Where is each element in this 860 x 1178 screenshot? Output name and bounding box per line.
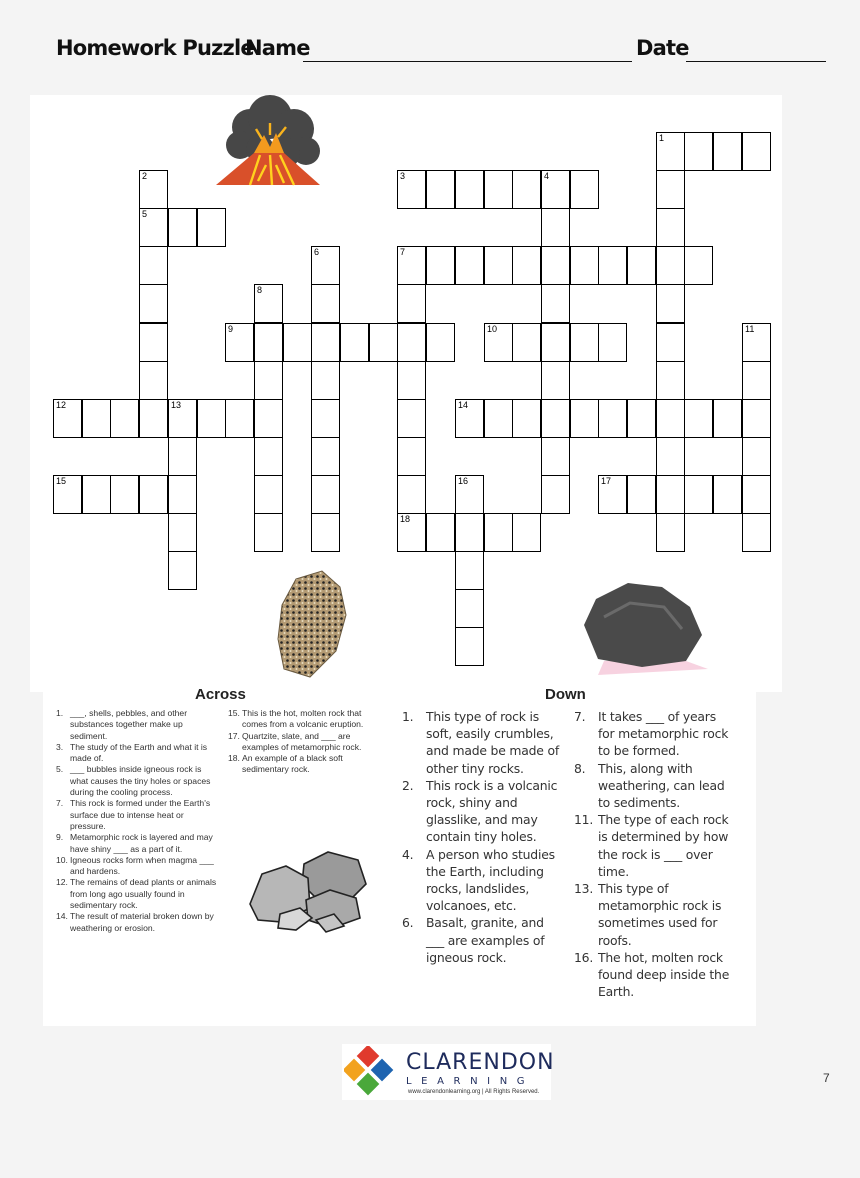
crossword-cell[interactable] <box>168 513 197 552</box>
crossword-cell[interactable] <box>254 513 283 552</box>
crossword-cell[interactable] <box>397 323 426 362</box>
crossword-cell[interactable] <box>484 170 513 209</box>
clue-item <box>574 880 736 949</box>
clue-item <box>402 708 560 777</box>
clue-number: 1 <box>659 133 665 143</box>
crossword-cell[interactable] <box>455 513 484 552</box>
clue-item-text: A person who studies the Earth, including rocks, landslides, volcanoes, etc. <box>426 846 555 914</box>
crossword-cell[interactable] <box>225 399 254 438</box>
clue-item <box>56 855 218 878</box>
crossword-cell[interactable] <box>656 170 685 209</box>
clue-item-number: 13. <box>574 881 594 897</box>
crossword-cell[interactable] <box>397 513 426 552</box>
clue-item-number: 1. <box>402 709 414 724</box>
worksheet-header <box>56 36 836 66</box>
crossword-cell[interactable] <box>397 475 426 514</box>
clue-item-number: 14. <box>56 911 68 922</box>
crossword-cell[interactable] <box>397 170 426 209</box>
crossword-cell[interactable] <box>311 513 340 552</box>
crossword-cell[interactable] <box>713 132 742 171</box>
clue-number: 17 <box>601 476 612 486</box>
crossword-cell[interactable] <box>397 437 426 476</box>
crossword-cell[interactable] <box>311 284 340 323</box>
crossword-cell[interactable] <box>656 284 685 323</box>
clue-number: 12 <box>56 400 67 410</box>
clue-item-text: Metamorphic rock is layered and may have shiny ___ as a part of it. <box>70 832 213 854</box>
granite-rock-image <box>274 569 360 681</box>
crossword-cell[interactable] <box>541 208 570 247</box>
clue-number: 10 <box>487 324 498 334</box>
crossword-cell[interactable] <box>512 246 541 285</box>
across-clues-column-1 <box>56 708 218 934</box>
clue-number: 9 <box>228 324 234 334</box>
clue-item-number: 15. <box>228 708 240 718</box>
crossword-cell[interactable] <box>541 361 570 400</box>
crossword-cell[interactable] <box>627 246 656 285</box>
clue-item-text: This rock is formed under the Earth's surface due to intense heat or pressure. <box>70 798 211 831</box>
crossword-cell[interactable] <box>254 437 283 476</box>
clue-item <box>402 914 560 966</box>
crossword-cell[interactable] <box>656 361 685 400</box>
crossword-cell[interactable] <box>283 323 312 362</box>
crossword-cell[interactable] <box>541 399 570 438</box>
crossword-cell[interactable] <box>311 437 340 476</box>
clue-item-number: 3. <box>56 741 64 752</box>
clue-number: 6 <box>314 247 320 257</box>
crossword-cell[interactable] <box>168 551 197 590</box>
crossword-cell[interactable] <box>455 589 484 628</box>
clue-item <box>228 708 386 731</box>
crossword-cell[interactable] <box>110 399 139 438</box>
crossword-cell[interactable] <box>455 399 484 438</box>
crossword-cell[interactable] <box>397 361 426 400</box>
crossword-cell[interactable] <box>541 323 570 362</box>
clue-item-number: 17. <box>228 730 240 741</box>
clue-number: 16 <box>458 476 469 486</box>
crossword-cell[interactable] <box>426 513 455 552</box>
clue-number: 15 <box>56 476 67 486</box>
crossword-cell[interactable] <box>311 475 340 514</box>
clue-item-text: The remains of dead plants or animals from long ago usually found in sedimentary rock. <box>70 877 217 911</box>
crossword-cell[interactable] <box>254 361 283 400</box>
page-number: 7 <box>823 1071 830 1085</box>
clue-item-text: This is the hot, molten rock that comes from a volcanic eruption. <box>242 708 364 730</box>
date-line[interactable] <box>686 61 826 62</box>
clue-item-text: This type of rock is soft, easily crumbles, and made be made of other tiny rocks. <box>426 709 559 776</box>
crossword-cell[interactable] <box>684 475 713 514</box>
clue-item-text: An example of a black soft sedimentary rock. <box>242 753 343 775</box>
logo-brand-name: CLARENDON <box>406 1050 555 1075</box>
clue-item <box>56 877 218 911</box>
volcano-icon <box>210 95 330 191</box>
crossword-cell[interactable] <box>512 399 541 438</box>
crossword-cell[interactable] <box>598 399 627 438</box>
crossword-cell[interactable] <box>742 323 771 362</box>
crossword-cell[interactable] <box>311 246 340 285</box>
clue-item-number: 8. <box>574 760 586 776</box>
crossword-cell[interactable] <box>455 627 484 666</box>
crossword-cell[interactable] <box>139 170 168 209</box>
crossword-cell[interactable] <box>484 323 513 362</box>
crossword-cell[interactable] <box>656 399 685 438</box>
crossword-cell[interactable] <box>627 475 656 514</box>
crossword-cell[interactable] <box>512 170 541 209</box>
crossword-cell[interactable] <box>541 284 570 323</box>
crossword-cell[interactable] <box>168 399 197 438</box>
clue-item-text: The result of material broken down by weathering or erosion. <box>70 911 214 933</box>
crossword-panel <box>30 95 782 692</box>
clue-item-number: 6. <box>402 915 414 931</box>
crossword-cell[interactable] <box>369 323 398 362</box>
crossword-cell[interactable] <box>426 246 455 285</box>
crossword-cell[interactable] <box>541 246 570 285</box>
crossword-cell[interactable] <box>455 551 484 590</box>
clue-number: 13 <box>171 400 182 410</box>
crossword-cell[interactable] <box>570 170 599 209</box>
crossword-cell[interactable] <box>139 399 168 438</box>
crossword-cell[interactable] <box>598 475 627 514</box>
date-label: Date <box>636 36 689 60</box>
crossword-cell[interactable] <box>684 399 713 438</box>
clarendon-puzzle-logo <box>344 1046 398 1098</box>
crossword-cell[interactable] <box>254 323 283 362</box>
down-clues-column-1 <box>402 708 560 966</box>
clue-item <box>402 777 560 846</box>
crossword-cell[interactable] <box>541 437 570 476</box>
clue-item-text: This, along with weathering, can lead to sediments. <box>598 760 725 811</box>
crossword-cell[interactable] <box>455 246 484 285</box>
clue-item <box>56 911 218 934</box>
clue-item-number: 12. <box>56 877 68 888</box>
down-heading: Down <box>545 686 586 703</box>
name-line[interactable] <box>303 61 632 62</box>
crossword-cell[interactable] <box>570 323 599 362</box>
clue-number: 7 <box>400 247 406 257</box>
crossword-cell[interactable] <box>684 246 713 285</box>
crossword-cell[interactable] <box>168 208 197 247</box>
crossword-cell[interactable] <box>484 246 513 285</box>
clue-item-number: 7. <box>574 709 586 724</box>
crossword-cell[interactable] <box>397 246 426 285</box>
clue-item-text: The study of the Earth and what it is made of. <box>70 741 208 764</box>
crossword-cell[interactable] <box>397 284 426 323</box>
clue-item-text: It takes ___ of years for metamorphic rock to be formed. <box>598 709 729 759</box>
worksheet-title: Homework Puzzle <box>56 36 254 60</box>
clue-item-number: 16. <box>574 949 594 965</box>
clue-item <box>56 764 218 798</box>
crossword-cell[interactable] <box>397 399 426 438</box>
crossword-cell[interactable] <box>742 437 771 476</box>
crossword-cell[interactable] <box>340 323 369 362</box>
clue-item-text: The type of each rock is determined by how the rock is ___ over time. <box>598 812 729 879</box>
crossword-cell[interactable] <box>311 399 340 438</box>
crossword-cell[interactable] <box>656 475 685 514</box>
crossword-cell[interactable] <box>254 399 283 438</box>
crossword-cell[interactable] <box>512 323 541 362</box>
crossword-cell[interactable] <box>484 513 513 552</box>
clue-number: 2 <box>142 171 148 181</box>
across-clues-column-2 <box>228 708 386 776</box>
clue-item <box>56 832 218 855</box>
crossword-cell[interactable] <box>598 323 627 362</box>
crossword-cell[interactable] <box>197 208 226 247</box>
logo-brand-subtitle: LEARNING <box>406 1076 535 1087</box>
rocks-pile-icon <box>246 848 370 934</box>
crossword-cell[interactable] <box>254 475 283 514</box>
crossword-cell[interactable] <box>742 361 771 400</box>
crossword-cell[interactable] <box>139 475 168 514</box>
clue-item <box>228 753 386 776</box>
clue-item-number: 18. <box>228 753 240 764</box>
clue-item-text: This type of metamorphic rock is sometimes used for roofs. <box>598 881 722 948</box>
crossword-cell[interactable] <box>455 475 484 514</box>
clue-item-number: 4. <box>402 846 414 862</box>
crossword-cell[interactable] <box>455 170 484 209</box>
crossword-cell[interactable] <box>139 246 168 285</box>
crossword-cell[interactable] <box>684 132 713 171</box>
crossword-cell[interactable] <box>656 513 685 552</box>
crossword-cell[interactable] <box>139 284 168 323</box>
crossword-cell[interactable] <box>311 323 340 362</box>
basalt-rock-image <box>574 577 710 681</box>
clue-number: 14 <box>458 400 469 410</box>
crossword-cell[interactable] <box>168 437 197 476</box>
clue-item-text: ___, shells, pebbles, and other substances together make up sediment. <box>70 708 188 741</box>
clue-item-text: Igneous rocks form when magma ___ and hardens. <box>70 854 214 877</box>
clue-item-number: 9. <box>56 832 64 843</box>
clarendon-logo[interactable] <box>342 1044 555 1100</box>
across-heading: Across <box>195 686 246 703</box>
name-label: Name <box>245 36 310 60</box>
clue-item <box>574 949 736 1001</box>
crossword-cell[interactable] <box>627 399 656 438</box>
clue-item-text: The hot, molten rock found deep inside the Earth. <box>598 949 730 1000</box>
clue-item-number: 7. <box>56 798 64 809</box>
clue-item-text: Quartzite, slate, and ___ are examples of metamorphic rock. <box>242 730 362 752</box>
crossword-cell[interactable] <box>656 323 685 362</box>
crossword-cell[interactable] <box>139 208 168 247</box>
crossword-cell[interactable] <box>570 399 599 438</box>
logo-url: www.clarendonlearning.org | All Rights Reserved. <box>408 1089 540 1095</box>
clue-item-number: 1. <box>56 708 64 718</box>
crossword-cell[interactable] <box>426 323 455 362</box>
crossword-cell[interactable] <box>53 399 82 438</box>
clue-item-number: 10. <box>56 854 68 865</box>
crossword-cell[interactable] <box>311 361 340 400</box>
crossword-cell[interactable] <box>541 475 570 514</box>
crossword-cell[interactable] <box>512 513 541 552</box>
clue-item-number: 5. <box>56 764 64 775</box>
clue-item <box>56 798 218 832</box>
crossword-cell[interactable] <box>541 170 570 209</box>
crossword-cell[interactable] <box>742 399 771 438</box>
clue-item <box>402 846 560 915</box>
crossword-cell[interactable] <box>254 284 283 323</box>
crossword-cell[interactable] <box>82 475 111 514</box>
crossword-cell[interactable] <box>713 475 742 514</box>
clue-item <box>228 731 386 754</box>
clue-item-text: Basalt, granite, and ___ are examples of igneous rock. <box>426 915 545 965</box>
clue-item <box>574 760 736 812</box>
clue-number: 3 <box>400 171 406 181</box>
crossword-cell[interactable] <box>713 399 742 438</box>
crossword-cell[interactable] <box>742 513 771 552</box>
clue-item-number: 2. <box>402 777 414 793</box>
crossword-cell[interactable] <box>656 437 685 476</box>
crossword-cell[interactable] <box>484 399 513 438</box>
clue-item <box>574 708 736 760</box>
crossword-cell[interactable] <box>168 475 197 514</box>
crossword-cell[interactable] <box>656 132 685 171</box>
crossword-cell[interactable] <box>742 132 771 171</box>
crossword-cell[interactable] <box>139 361 168 400</box>
crossword-cell[interactable] <box>742 475 771 514</box>
crossword-cell[interactable] <box>570 246 599 285</box>
clue-item-number: 11. <box>574 812 594 828</box>
crossword-cell[interactable] <box>656 246 685 285</box>
clue-number: 5 <box>142 209 148 219</box>
crossword-cell[interactable] <box>225 323 254 362</box>
clue-item <box>56 708 218 742</box>
clue-panel <box>43 684 756 1026</box>
clue-number: 18 <box>400 514 411 524</box>
crossword-cell[interactable] <box>82 399 111 438</box>
crossword-cell[interactable] <box>139 323 168 362</box>
clue-number: 8 <box>257 285 263 295</box>
clue-item-text: This rock is a volcanic rock, shiny and glasslike, and may contain tiny holes. <box>426 777 558 845</box>
crossword-cell[interactable] <box>197 399 226 438</box>
crossword-cell[interactable] <box>426 170 455 209</box>
crossword-cell[interactable] <box>598 246 627 285</box>
clue-item <box>56 742 218 765</box>
clue-number: 4 <box>544 171 550 181</box>
crossword-cell[interactable] <box>656 208 685 247</box>
crossword-cell[interactable] <box>53 475 82 514</box>
crossword-cell[interactable] <box>110 475 139 514</box>
down-clues-column-2 <box>574 708 736 1000</box>
clue-item-text: ___ bubbles inside igneous rock is what causes the tiny holes or spaces during the cooling process. <box>70 764 211 798</box>
clue-item <box>574 811 736 880</box>
clue-number: 11 <box>745 324 755 334</box>
